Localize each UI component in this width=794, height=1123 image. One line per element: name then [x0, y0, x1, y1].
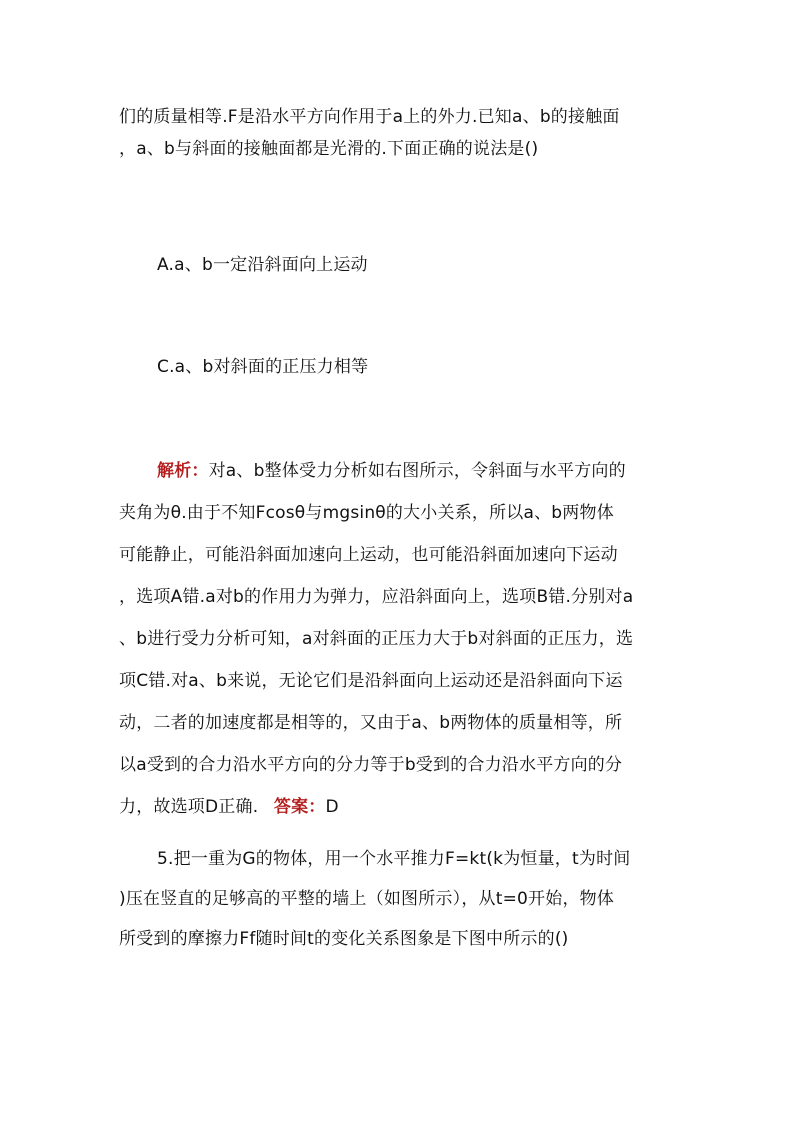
analysis-label: 解析： [157, 461, 209, 481]
question4-option-a: A.a、b一定沿斜面向上运动 [157, 255, 368, 275]
analysis-line2: 夹角为θ.由于不知Fcosθ与mgsinθ的大小关系，所以a、b两物体 [119, 503, 614, 523]
answer-value: D [325, 797, 339, 817]
answer-label: 答案： [273, 797, 326, 817]
question5-line1: 5.把一重为G的物体，用一个水平推力F=kt(k为恒量，t为时间 [157, 849, 631, 869]
question4-stem-line1: 们的质量相等.F是沿水平方向作用于a上的外力.已知a、b的接触面 [119, 107, 620, 127]
analysis-line9 [119, 796, 679, 818]
analysis-line3: 可能静止，可能沿斜面加速向上运动，也可能沿斜面加速向下运动 [119, 545, 618, 565]
question4-option-c: C.a、b对斜面的正压力相等 [157, 357, 369, 377]
analysis-line7: 动，二者的加速度都是相等的，又由于a、b两物体的质量相等，所 [119, 713, 623, 733]
analysis-line1 [157, 460, 717, 482]
question5-line2: )压在竖直的足够高的平整的墙上（如图所示），从t=0开始，物体 [119, 889, 615, 909]
analysis-text-line9: 力，故选项D正确. [119, 797, 259, 817]
analysis-text-line1: 对a、b整体受力分析如右图所示，令斜面与水平方向的 [208, 461, 626, 481]
question4-stem-line2: ，a、b与斜面的接触面都是光滑的.下面正确的说法是() [119, 139, 539, 159]
analysis-line6: 项C错.对a、b来说，无论它们是沿斜面向上运动还是沿斜面向下运 [119, 671, 623, 691]
question5-line3: 所受到的摩擦力Ff随时间t的变化关系图象是下图中所示的() [119, 929, 569, 949]
analysis-line4: ，选项A错.a对b的作用力为弹力，应沿斜面向上，选项B错.分别对a [119, 587, 634, 607]
analysis-line8: 以a受到的合力沿水平方向的分力等于b受到的合力沿水平方向的分 [119, 755, 623, 775]
analysis-line5: 、b进行受力分析可知，a对斜面的正压力大于b对斜面的正压力，选 [119, 629, 634, 649]
